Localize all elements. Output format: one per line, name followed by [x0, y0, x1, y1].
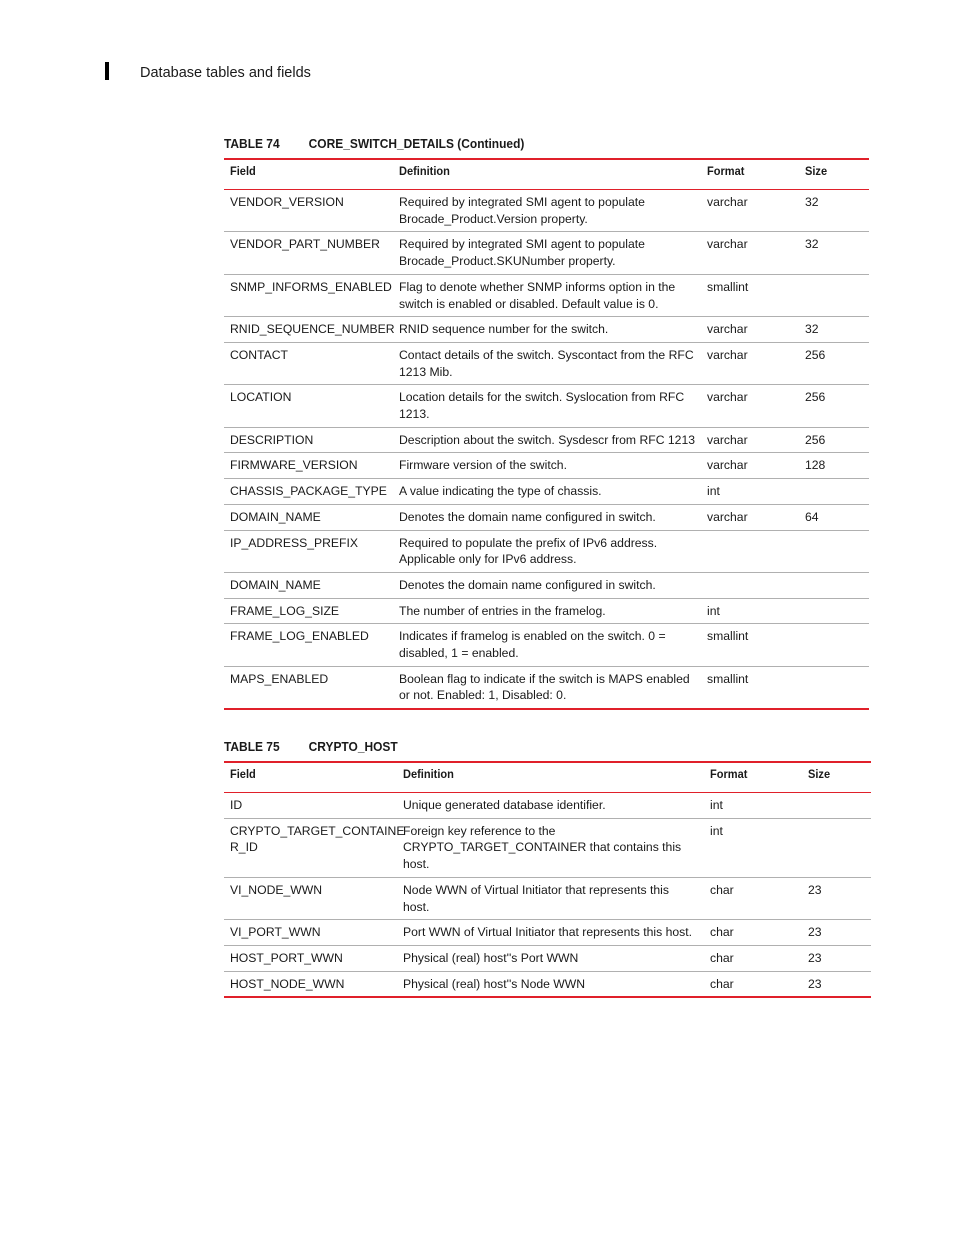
table-row: [224, 971, 871, 997]
column-header-size: Size: [802, 762, 871, 793]
cell-size: 256: [799, 385, 869, 427]
cell-format: [701, 530, 799, 572]
cell-definition: The number of entries in the framelog.: [393, 598, 701, 624]
cell-size: 64: [799, 504, 869, 530]
table-row: [224, 530, 869, 572]
table-row: [224, 598, 869, 624]
table-body: [224, 190, 869, 710]
table-row: [224, 385, 869, 427]
cell-size: [799, 624, 869, 666]
cell-format: int: [704, 818, 802, 877]
table-number: TABLE 75: [224, 739, 280, 754]
cell-format: varchar: [701, 232, 799, 274]
cell-field: CHASSIS_PACKAGE_TYPE: [224, 479, 393, 505]
cell-size: 23: [802, 971, 871, 997]
cell-format: int: [701, 479, 799, 505]
cell-field: RNID_SEQUENCE_NUMBER: [224, 317, 393, 343]
cell-field: VI_NODE_WWN: [224, 877, 397, 919]
cell-format: int: [704, 793, 802, 819]
table-row: [224, 427, 869, 453]
cell-definition: Description about the switch. Sysdescr from RFC 1213: [393, 427, 701, 453]
cell-field: FIRMWARE_VERSION: [224, 453, 393, 479]
cell-field: ID: [224, 793, 397, 819]
table-row: [224, 877, 871, 919]
cell-format: char: [704, 971, 802, 997]
table-74-caption: [224, 136, 524, 151]
cell-format: [701, 572, 799, 598]
cell-field: MAPS_ENABLED: [224, 666, 393, 709]
table-header-row: [224, 159, 869, 190]
column-header-format: Format: [701, 159, 799, 190]
cell-size: [799, 274, 869, 316]
cell-field: SNMP_INFORMS_ENABLED: [224, 274, 393, 316]
cell-format: char: [704, 945, 802, 971]
cell-definition: Indicates if framelog is enabled on the switch. 0 = disabled, 1 = enabled.: [393, 624, 701, 666]
cell-format: varchar: [701, 317, 799, 343]
cell-definition: Contact details of the switch. Syscontact from the RFC 1213 Mib.: [393, 342, 701, 384]
cell-format: smallint: [701, 666, 799, 709]
table-core-switch-details: [224, 158, 869, 710]
cell-size: 23: [802, 945, 871, 971]
cell-field: FRAME_LOG_SIZE: [224, 598, 393, 624]
cell-format: smallint: [701, 624, 799, 666]
cell-definition: Boolean flag to indicate if the switch is MAPS enabled or not. Enabled: 1, Disabled: 0.: [393, 666, 701, 709]
cell-size: 32: [799, 232, 869, 274]
cell-size: 256: [799, 427, 869, 453]
cell-size: [799, 598, 869, 624]
table-row: [224, 572, 869, 598]
table-75-caption: [224, 739, 398, 754]
cell-size: [802, 793, 871, 819]
table-header-row: [224, 762, 871, 793]
table-body: [224, 793, 871, 998]
cell-format: varchar: [701, 385, 799, 427]
table-row: [224, 920, 871, 946]
table-title: CRYPTO_HOST: [308, 739, 398, 754]
cell-field: LOCATION: [224, 385, 393, 427]
cell-definition: Location details for the switch. Syslocation from RFC 1213.: [393, 385, 701, 427]
cell-definition: Foreign key reference to the CRYPTO_TARGET_CONTAINER that contains this host.: [397, 818, 704, 877]
cell-definition: A value indicating the type of chassis.: [393, 479, 701, 505]
table-row: [224, 666, 869, 709]
table-row: [224, 453, 869, 479]
cell-size: [799, 572, 869, 598]
cell-size: 32: [799, 190, 869, 232]
table-crypto-host: [224, 761, 871, 998]
cell-format: int: [701, 598, 799, 624]
table-row: [224, 504, 869, 530]
column-header-definition: Definition: [397, 762, 704, 793]
cell-definition: RNID sequence number for the switch.: [393, 317, 701, 343]
column-header-size: Size: [799, 159, 869, 190]
cell-field: VI_PORT_WWN: [224, 920, 397, 946]
table-row: [224, 793, 871, 819]
cell-definition: Firmware version of the switch.: [393, 453, 701, 479]
running-header: Database tables and fields: [140, 65, 311, 81]
cell-format: smallint: [701, 274, 799, 316]
cell-definition: Required to populate the prefix of IPv6 address. Applicable only for IPv6 address.: [393, 530, 701, 572]
table-row: [224, 479, 869, 505]
cell-definition: Physical (real) host''s Node WWN: [397, 971, 704, 997]
cell-definition: Denotes the domain name configured in switch.: [393, 504, 701, 530]
cell-format: char: [704, 877, 802, 919]
cell-field: HOST_PORT_WWN: [224, 945, 397, 971]
cell-field: DESCRIPTION: [224, 427, 393, 453]
margin-change-bar: [105, 62, 109, 80]
cell-field: CONTACT: [224, 342, 393, 384]
table-row: [224, 274, 869, 316]
column-header-field: Field: [224, 762, 397, 793]
table-title: CORE_SWITCH_DETAILS (Continued): [308, 136, 525, 151]
cell-size: 256: [799, 342, 869, 384]
cell-field: CRYPTO_TARGET_CONTAINE R_ID: [224, 818, 397, 877]
cell-size: [799, 530, 869, 572]
cell-definition: Physical (real) host''s Port WWN: [397, 945, 704, 971]
cell-definition: Unique generated database identifier.: [397, 793, 704, 819]
cell-size: [802, 818, 871, 877]
table-row: [224, 190, 869, 232]
cell-size: 32: [799, 317, 869, 343]
cell-format: char: [704, 920, 802, 946]
column-header-definition: Definition: [393, 159, 701, 190]
table-row: [224, 818, 871, 877]
cell-definition: Required by integrated SMI agent to populate Brocade_Product.Version property.: [393, 190, 701, 232]
cell-format: varchar: [701, 190, 799, 232]
column-header-format: Format: [704, 762, 802, 793]
cell-definition: Port WWN of Virtual Initiator that represents this host.: [397, 920, 704, 946]
cell-definition: Required by integrated SMI agent to populate Brocade_Product.SKUNumber property.: [393, 232, 701, 274]
cell-definition: Flag to denote whether SNMP informs option in the switch is enabled or disabled. Default value is 0.: [393, 274, 701, 316]
table-row: [224, 945, 871, 971]
cell-size: [799, 479, 869, 505]
table-row: [224, 342, 869, 384]
table-row: [224, 317, 869, 343]
cell-format: varchar: [701, 504, 799, 530]
cell-definition: Node WWN of Virtual Initiator that represents this host.: [397, 877, 704, 919]
cell-format: varchar: [701, 453, 799, 479]
cell-field: VENDOR_VERSION: [224, 190, 393, 232]
cell-size: 128: [799, 453, 869, 479]
cell-field: VENDOR_PART_NUMBER: [224, 232, 393, 274]
cell-format: varchar: [701, 342, 799, 384]
cell-field: HOST_NODE_WWN: [224, 971, 397, 997]
cell-field: FRAME_LOG_ENABLED: [224, 624, 393, 666]
cell-size: [799, 666, 869, 709]
cell-format: varchar: [701, 427, 799, 453]
cell-size: 23: [802, 920, 871, 946]
cell-definition: Denotes the domain name configured in switch.: [393, 572, 701, 598]
cell-field: DOMAIN_NAME: [224, 504, 393, 530]
column-header-field: Field: [224, 159, 393, 190]
table-row: [224, 232, 869, 274]
cell-field: IP_ADDRESS_PREFIX: [224, 530, 393, 572]
cell-size: 23: [802, 877, 871, 919]
cell-field: DOMAIN_NAME: [224, 572, 393, 598]
table-number: TABLE 74: [224, 136, 280, 151]
table-row: [224, 624, 869, 666]
